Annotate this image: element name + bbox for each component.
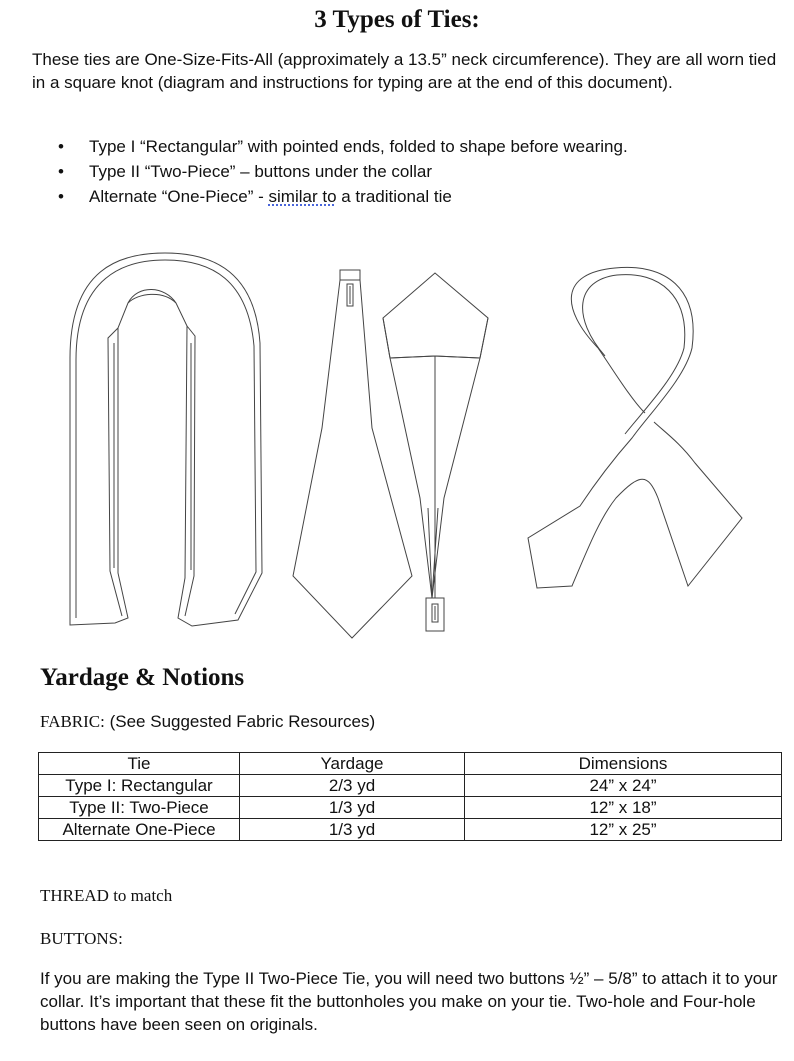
- yardage-table: [38, 752, 782, 841]
- thread-label: THREAD: [40, 886, 109, 905]
- two-piece-tie-drawing: [293, 270, 488, 638]
- table-cell: Type I: Rectangular: [39, 775, 240, 797]
- table-cell: Alternate One-Piece: [39, 819, 240, 841]
- rectangular-tie-drawing: [70, 253, 262, 626]
- tie-types-list: [58, 134, 628, 209]
- table-cell: 24” x 24”: [465, 775, 782, 797]
- tie-illustrations: [40, 248, 780, 648]
- buttons-paragraph: If you are making the Type II Two-Piece Tie, you will need two buttons ½” – 5/8” to attach it to your collar. It’s important that these fit the buttonholes you make on your tie. Two-hole and Four-hole buttons have been seen on originals.: [40, 969, 778, 1034]
- table-row: [39, 819, 782, 841]
- table-cell: 2/3 yd: [240, 775, 465, 797]
- column-header: Dimensions: [465, 753, 782, 775]
- section-title: Yardage & Notions: [40, 664, 245, 691]
- thread-line: [40, 886, 172, 906]
- one-piece-tie-drawing: [528, 267, 742, 588]
- list-item: [58, 184, 628, 209]
- table-row: [39, 775, 782, 797]
- table-cell: Type II: Two-Piece: [39, 797, 240, 819]
- fabric-line: [40, 712, 375, 732]
- column-header: Yardage: [240, 753, 465, 775]
- table-cell: 1/3 yd: [240, 797, 465, 819]
- table-cell: 12” x 25”: [465, 819, 782, 841]
- list-item-text: Alternate “One-Piece” -: [89, 187, 269, 206]
- table-row: [39, 797, 782, 819]
- thread-note: to match: [108, 886, 173, 905]
- list-item: [58, 134, 628, 159]
- fabric-label: FABRIC:: [40, 712, 105, 731]
- spellcheck-underlined-text: similar to: [268, 187, 337, 206]
- tie-drawings-svg: [40, 248, 780, 648]
- list-item-text: Type I “Rectangular” with pointed ends, folded to shape before wearing.: [89, 137, 628, 156]
- table-cell: 1/3 yd: [240, 819, 465, 841]
- intro-paragraph: These ties are One-Size-Fits-All (approximately a 13.5” neck circumference). They are all worn tied in a square knot (diagram and instructions for typing are at the end of this document).: [32, 50, 777, 92]
- fabric-note: (See Suggested Fabric Resources): [104, 712, 376, 731]
- list-item-text-tail: a traditional tie: [336, 187, 452, 206]
- table-cell: 12” x 18”: [465, 797, 782, 819]
- table-header-row: [39, 753, 782, 775]
- column-header: Tie: [39, 753, 240, 775]
- buttons-label: BUTTONS:: [40, 929, 123, 948]
- list-item: [58, 159, 628, 184]
- page-title: 3 Types of Ties:: [314, 6, 480, 33]
- list-item-text: Type II “Two-Piece” – buttons under the collar: [89, 162, 433, 181]
